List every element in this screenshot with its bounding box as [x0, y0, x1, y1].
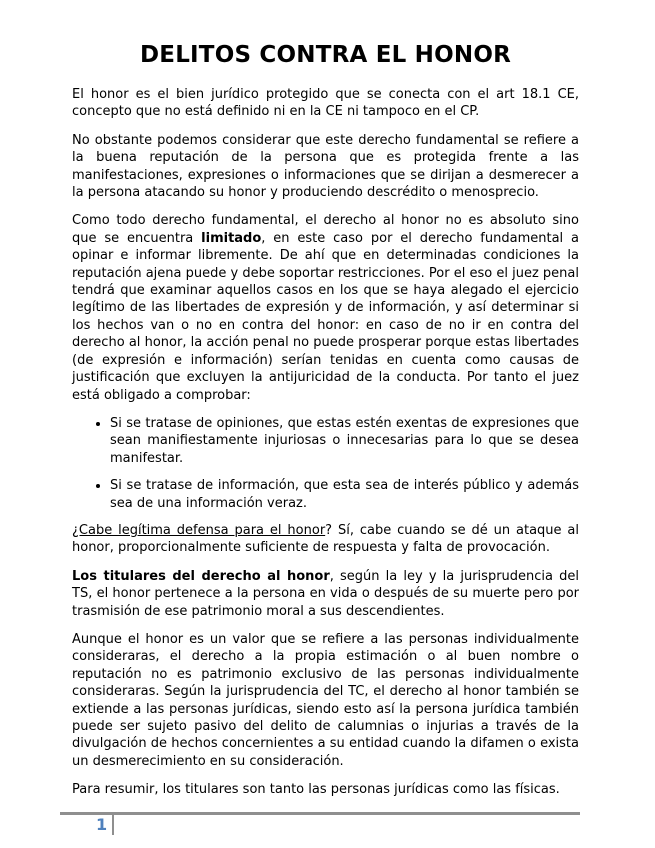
page-number-divider — [112, 815, 114, 835]
bullet-item: • Si se tratase de opiniones, que estas estén exentas de expresiones que sean manifiestamente injuriosas o innecesarias para lo que se desea manifestar. — [110, 415, 579, 467]
question-underlined: ¿Cabe legítima defensa para el honor — [72, 522, 326, 538]
footer-divider — [60, 812, 580, 815]
paragraph-5-bold: Los titulares del derecho al honor — [72, 568, 330, 584]
paragraph-4-text: ? Sí, cabe cuando se dé un ataque al honor, proporcionalmente suficiente de respuesta y falta de provocación. — [72, 522, 580, 556]
document-title: DELITOS CONTRA EL HONOR — [139, 42, 511, 68]
paragraph-1: El honor es el bien jurídico protegido que se conecta con el art 18.1 CE, concepto que no está definido ni en la CE ni tampoco en el CP. — [72, 87, 579, 120]
page-footer — [60, 812, 580, 836]
paragraph-2: No obstante podemos considerar que este derecho fundamental se refiere a la buena reputación de la persona que es protegida frente a las manifestaciones, expresiones o informaciones que se dirijan a desmerecer a la persona atacando su honor y produciendo descrédito o menosprecio. — [72, 132, 579, 201]
paragraph-3-text-cont: , en este caso por el derecho fundamental a opinar e informar libremente. De ahí que en determinadas condiciones la reputación ajena puede y debe soportar restricciones. Por el eso el juez penal tendrá que examinar aquellos casos en los que se haya alegado el ejercicio legítimo de las libertades de expresión y de información, y así determinar si los hechos van o no en contra del honor: en caso de no ir en contra del derecho al honor, la acción penal no puede prosperar porque estas libertades (de expresión e información) serían tenidas en cuenta como causas de justificación que excluyen la antijuricidad de la conducta. Por tanto el juez está obligado a comprobar: — [72, 230, 579, 403]
paragraph-4 — [72, 522, 579, 557]
paragraph-5-text: , según la ley y la jurisprudencia del TS, el honor pertenece a la persona en vida o después de su muerte pero por trasmisión de ese patrimonio moral a sus descendientes. — [72, 568, 579, 619]
paragraph-7: Para resumir, los titulares son tanto las personas jurídicas como las físicas. — [72, 782, 560, 798]
document-page — [72, 42, 579, 810]
bullet-list — [72, 415, 579, 512]
page-number: 1 — [96, 815, 108, 834]
bullet-item: • Si se tratase de información, que esta sea de interés público y además sea de una información veraz. — [110, 477, 579, 512]
paragraph-6: Aunque el honor es un valor que se refiere a las personas individualmente consideraras, el derecho a la propia estimación o al buen nombre o reputación no es patrimonio exclusivo de las personas individualmente consideraras. Según la jurisprudencia del TC, el derecho al honor también se extiende a las personas jurídicas, siendo esto así la persona jurídica también puede ser sujeto pasivo del delito de calumnias o injurias a través de la divulgación de hechos concernientes a su entidad cuando la difamen o exista un desmerecimiento en su consideración. — [72, 631, 579, 769]
paragraph-5 — [72, 568, 579, 620]
paragraph-3 — [72, 212, 579, 403]
paragraph-3-bold: limitado — [201, 230, 262, 246]
paragraph-3-text: Como todo derecho fundamental, el derecho al honor no es absoluto sino que se encuentra — [72, 213, 579, 246]
